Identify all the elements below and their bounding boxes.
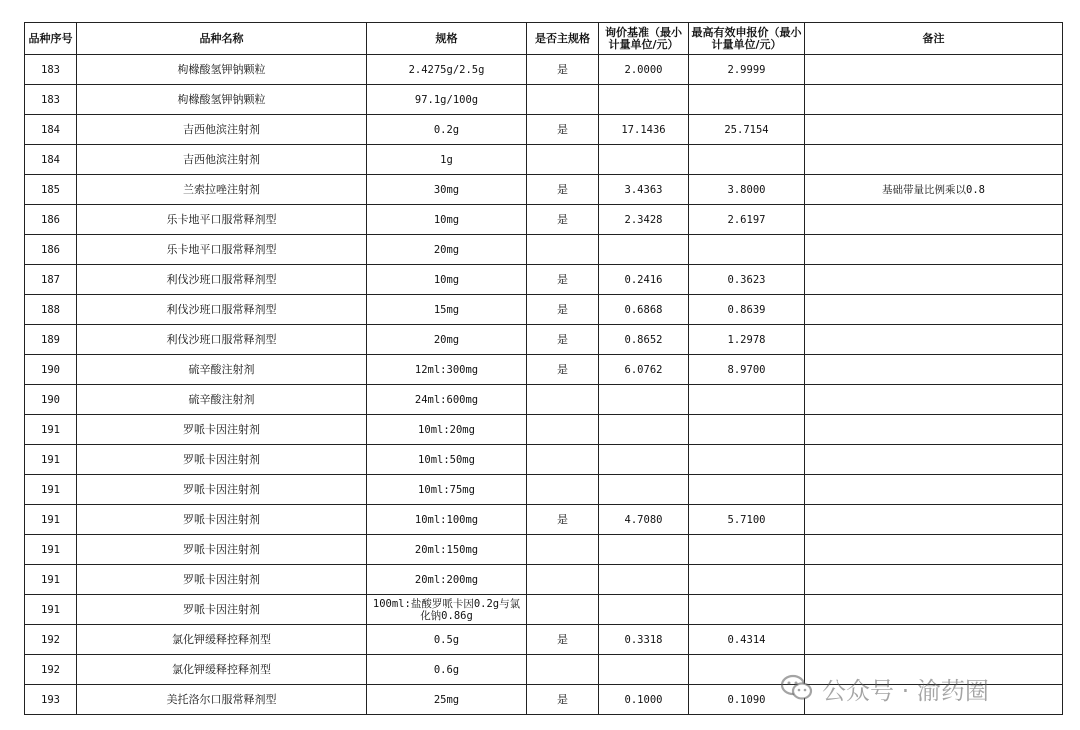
cell-name: 利伐沙班口服常释剂型	[77, 265, 367, 295]
cell-max	[689, 415, 805, 445]
cell-spec: 2.4275g/2.5g	[367, 55, 527, 85]
cell-main: 是	[527, 55, 599, 85]
cell-note	[805, 685, 1063, 715]
cell-main: 是	[527, 295, 599, 325]
table-row	[25, 205, 1063, 235]
header-max: 最高有效申报价（最小计量单位/元）	[689, 23, 805, 55]
cell-base	[599, 415, 689, 445]
cell-spec: 20mg	[367, 235, 527, 265]
cell-spec: 20ml:200mg	[367, 565, 527, 595]
cell-seq: 186	[25, 205, 77, 235]
table-row	[25, 115, 1063, 145]
cell-seq: 191	[25, 475, 77, 505]
cell-max	[689, 535, 805, 565]
cell-spec: 0.2g	[367, 115, 527, 145]
cell-name: 罗哌卡因注射剂	[77, 415, 367, 445]
cell-note	[805, 445, 1063, 475]
cell-main	[527, 415, 599, 445]
cell-note	[805, 205, 1063, 235]
cell-note	[805, 475, 1063, 505]
cell-note	[805, 325, 1063, 355]
cell-note	[805, 55, 1063, 85]
table-row	[25, 475, 1063, 505]
cell-name: 氯化钾缓释控释剂型	[77, 625, 367, 655]
cell-note	[805, 385, 1063, 415]
cell-spec: 0.6g	[367, 655, 527, 685]
cell-seq: 191	[25, 415, 77, 445]
cell-seq: 183	[25, 85, 77, 115]
cell-name: 氯化钾缓释控释剂型	[77, 655, 367, 685]
cell-max: 8.9700	[689, 355, 805, 385]
cell-base: 0.1000	[599, 685, 689, 715]
cell-main: 是	[527, 175, 599, 205]
table-row	[25, 415, 1063, 445]
cell-name: 兰索拉唑注射剂	[77, 175, 367, 205]
header-name: 品种名称	[77, 23, 367, 55]
cell-name: 罗哌卡因注射剂	[77, 595, 367, 625]
cell-base	[599, 85, 689, 115]
cell-max	[689, 85, 805, 115]
cell-seq: 185	[25, 175, 77, 205]
cell-base: 0.2416	[599, 265, 689, 295]
cell-main: 是	[527, 355, 599, 385]
cell-note	[805, 355, 1063, 385]
table-row	[25, 565, 1063, 595]
cell-base: 17.1436	[599, 115, 689, 145]
cell-spec: 20mg	[367, 325, 527, 355]
cell-base: 2.3428	[599, 205, 689, 235]
cell-base	[599, 595, 689, 625]
cell-seq: 186	[25, 235, 77, 265]
table-row	[25, 85, 1063, 115]
cell-seq: 190	[25, 355, 77, 385]
cell-spec: 10ml:20mg	[367, 415, 527, 445]
cell-main	[527, 565, 599, 595]
table-row	[25, 235, 1063, 265]
cell-note	[805, 505, 1063, 535]
table-row	[25, 505, 1063, 535]
table-row	[25, 595, 1063, 625]
cell-base: 2.0000	[599, 55, 689, 85]
cell-max	[689, 595, 805, 625]
cell-name: 罗哌卡因注射剂	[77, 565, 367, 595]
table-row	[25, 175, 1063, 205]
cell-main: 是	[527, 505, 599, 535]
header-note: 备注	[805, 23, 1063, 55]
cell-max: 2.9999	[689, 55, 805, 85]
table-row	[25, 265, 1063, 295]
cell-max	[689, 145, 805, 175]
cell-main	[527, 475, 599, 505]
cell-base	[599, 145, 689, 175]
cell-spec: 12ml:300mg	[367, 355, 527, 385]
cell-spec: 10ml:75mg	[367, 475, 527, 505]
cell-name: 罗哌卡因注射剂	[77, 535, 367, 565]
cell-main	[527, 655, 599, 685]
cell-name: 利伐沙班口服常释剂型	[77, 295, 367, 325]
table-row	[25, 625, 1063, 655]
cell-seq: 193	[25, 685, 77, 715]
table-row	[25, 325, 1063, 355]
cell-spec: 10mg	[367, 205, 527, 235]
header-row	[25, 23, 1063, 55]
cell-note: 基础带量比例乘以0.8	[805, 175, 1063, 205]
cell-note	[805, 415, 1063, 445]
cell-spec: 20ml:150mg	[367, 535, 527, 565]
cell-note	[805, 535, 1063, 565]
cell-note	[805, 625, 1063, 655]
cell-max	[689, 655, 805, 685]
cell-name: 罗哌卡因注射剂	[77, 505, 367, 535]
table-row	[25, 385, 1063, 415]
cell-note	[805, 265, 1063, 295]
cell-note	[805, 565, 1063, 595]
table-row	[25, 55, 1063, 85]
cell-seq: 184	[25, 145, 77, 175]
cell-spec: 97.1g/100g	[367, 85, 527, 115]
cell-spec: 10ml:100mg	[367, 505, 527, 535]
cell-main: 是	[527, 205, 599, 235]
watermark-text: 公众号 · 渝药圈	[822, 676, 989, 705]
cell-spec: 25mg	[367, 685, 527, 715]
table-body	[25, 55, 1063, 715]
cell-note	[805, 655, 1063, 685]
cell-max: 25.7154	[689, 115, 805, 145]
cell-seq: 188	[25, 295, 77, 325]
table-row	[25, 145, 1063, 175]
cell-seq: 191	[25, 505, 77, 535]
cell-max: 3.8000	[689, 175, 805, 205]
cell-name: 硫辛酸注射剂	[77, 385, 367, 415]
cell-base	[599, 235, 689, 265]
cell-name: 利伐沙班口服常释剂型	[77, 325, 367, 355]
cell-max: 0.8639	[689, 295, 805, 325]
header-spec: 规格	[367, 23, 527, 55]
table-row	[25, 445, 1063, 475]
cell-base: 6.0762	[599, 355, 689, 385]
cell-main: 是	[527, 265, 599, 295]
cell-spec: 10mg	[367, 265, 527, 295]
cell-base	[599, 655, 689, 685]
table-row	[25, 535, 1063, 565]
cell-main: 是	[527, 625, 599, 655]
cell-main: 是	[527, 325, 599, 355]
cell-seq: 191	[25, 595, 77, 625]
cell-max: 0.3623	[689, 265, 805, 295]
cell-main	[527, 445, 599, 475]
cell-name: 硫辛酸注射剂	[77, 355, 367, 385]
cell-max: 1.2978	[689, 325, 805, 355]
table-row	[25, 355, 1063, 385]
cell-note	[805, 295, 1063, 325]
cell-name: 乐卡地平口服常释剂型	[77, 235, 367, 265]
cell-max	[689, 385, 805, 415]
cell-base	[599, 565, 689, 595]
table-row	[25, 685, 1063, 715]
cell-max	[689, 235, 805, 265]
cell-seq: 191	[25, 445, 77, 475]
cell-spec: 1g	[367, 145, 527, 175]
cell-name: 美托洛尔口服常释剂型	[77, 685, 367, 715]
cell-base: 4.7080	[599, 505, 689, 535]
cell-note	[805, 85, 1063, 115]
table-row	[25, 295, 1063, 325]
cell-main: 是	[527, 115, 599, 145]
price-table	[24, 22, 1063, 715]
table-row	[25, 655, 1063, 685]
cell-main	[527, 385, 599, 415]
header-base: 询价基准（最小计量单位/元）	[599, 23, 689, 55]
cell-name: 枸橼酸氢钾钠颗粒	[77, 55, 367, 85]
cell-note	[805, 145, 1063, 175]
cell-seq: 184	[25, 115, 77, 145]
cell-max: 0.1090	[689, 685, 805, 715]
cell-base	[599, 445, 689, 475]
cell-name: 吉西他滨注射剂	[77, 145, 367, 175]
cell-note	[805, 115, 1063, 145]
cell-seq: 189	[25, 325, 77, 355]
cell-note	[805, 595, 1063, 625]
cell-base: 0.3318	[599, 625, 689, 655]
cell-name: 枸橼酸氢钾钠颗粒	[77, 85, 367, 115]
cell-main	[527, 235, 599, 265]
cell-base: 3.4363	[599, 175, 689, 205]
cell-spec: 15mg	[367, 295, 527, 325]
cell-name: 罗哌卡因注射剂	[77, 475, 367, 505]
cell-note	[805, 235, 1063, 265]
cell-max	[689, 445, 805, 475]
cell-max: 0.4314	[689, 625, 805, 655]
cell-seq: 187	[25, 265, 77, 295]
cell-max: 2.6197	[689, 205, 805, 235]
cell-seq: 190	[25, 385, 77, 415]
cell-max: 5.7100	[689, 505, 805, 535]
cell-max	[689, 475, 805, 505]
cell-seq: 192	[25, 655, 77, 685]
cell-seq: 183	[25, 55, 77, 85]
cell-main	[527, 145, 599, 175]
cell-base	[599, 535, 689, 565]
cell-main	[527, 85, 599, 115]
cell-base	[599, 385, 689, 415]
cell-seq: 192	[25, 625, 77, 655]
cell-spec: 0.5g	[367, 625, 527, 655]
cell-main	[527, 595, 599, 625]
cell-base: 0.6868	[599, 295, 689, 325]
cell-spec: 30mg	[367, 175, 527, 205]
cell-base: 0.8652	[599, 325, 689, 355]
cell-main: 是	[527, 685, 599, 715]
cell-spec: 24ml:600mg	[367, 385, 527, 415]
cell-name: 罗哌卡因注射剂	[77, 445, 367, 475]
price-table-sheet	[24, 22, 1062, 715]
cell-main	[527, 535, 599, 565]
cell-max	[689, 565, 805, 595]
cell-seq: 191	[25, 535, 77, 565]
cell-spec: 100ml:盐酸罗哌卡因0.2g与氯化钠0.86g	[367, 595, 527, 625]
cell-name: 乐卡地平口服常释剂型	[77, 205, 367, 235]
cell-seq: 191	[25, 565, 77, 595]
cell-spec: 10ml:50mg	[367, 445, 527, 475]
cell-name: 吉西他滨注射剂	[77, 115, 367, 145]
header-main: 是否主规格	[527, 23, 599, 55]
cell-base	[599, 475, 689, 505]
header-seq: 品种序号	[25, 23, 77, 55]
